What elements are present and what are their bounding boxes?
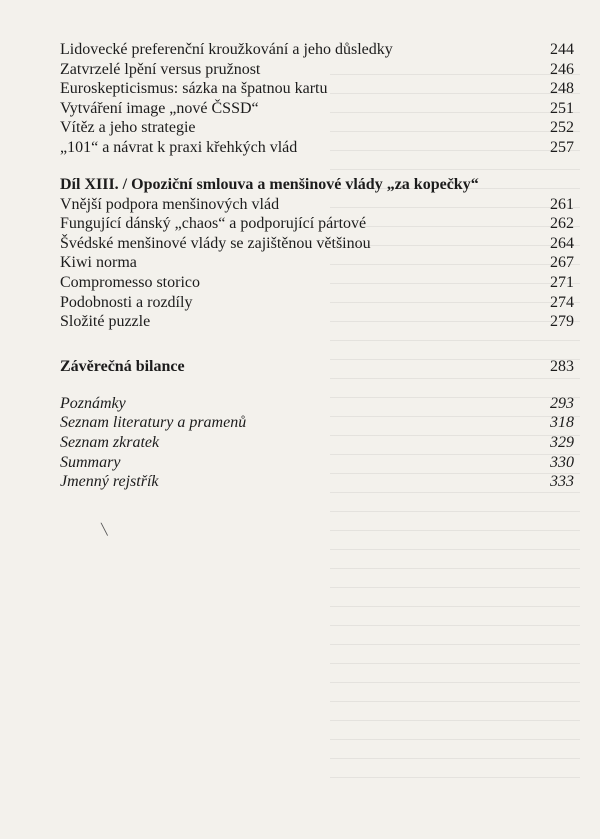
entry-page: 246 [550,60,574,78]
entry-page: 274 [550,293,574,311]
toc-entry [60,214,574,234]
entry-page: 257 [550,138,574,156]
entry-page: 261 [550,195,574,213]
entry-page: 271 [550,273,574,291]
toc-entry [60,99,574,119]
entry-title: Summary [60,453,121,471]
toc-entry [60,40,574,60]
toc-entry [60,138,574,158]
entry-title: Kiwi norma [60,254,137,272]
entry-title: Vytváření image „nové ČSSD“ [60,99,259,117]
spacer [60,332,574,349]
entry-title: Složité puzzle [60,313,151,331]
entry-title: Závěrečná bilance [60,357,185,375]
entry-page: 252 [550,119,574,137]
entry-title: Vnější podpora menšinových vlád [60,195,280,213]
toc-entry-bilance [60,349,574,377]
entry-page: 267 [550,254,574,272]
part-heading: Díl XIII. / Opoziční smlouva a menšinové vlády „za kopečky“ [60,175,479,193]
entry-title: Seznam literatury a pramenů [60,414,247,432]
entry-page: 248 [550,80,574,98]
stray-mark: ╲ [101,524,108,536]
entry-page: 318 [550,414,574,432]
entry-title: Podobnosti a rozdíly [60,293,193,311]
toc-entry [60,118,574,138]
entry-title: Euroskepticismus: sázka na špatnou kartu [60,80,328,98]
entry-page: 333 [550,473,574,491]
toc-entry [60,394,574,414]
toc-entry [60,253,574,273]
entry-page: 329 [550,433,574,451]
entry-page: 264 [550,234,574,252]
table-of-contents [60,40,574,492]
entry-title: Vítěz a jeho strategie [60,119,196,137]
entry-title: Compromesso storico [60,273,200,291]
toc-entry [60,79,574,99]
toc-entry [60,312,574,332]
entry-title: Fungující dánský „chaos“ a podporující pártové [60,215,367,233]
entry-page: 283 [550,357,574,375]
entry-title: Seznam zkratek [60,433,160,451]
entry-title: Švédské menšinové vlády se zajištěnou většinou [60,234,371,252]
entry-title: Zatvrzelé lpění versus pružnost [60,60,261,78]
entry-title: Poznámky [60,394,126,412]
toc-entry [60,413,574,433]
toc-entry [60,433,574,453]
spacer [60,158,574,175]
entry-title: „101“ a návrat k praxi křehkých vlád [60,138,298,156]
toc-entry [60,293,574,313]
entry-page: 330 [550,453,574,471]
toc-entry [60,234,574,254]
entry-page: 251 [550,99,574,117]
toc-entry [60,195,574,215]
entry-title: Jmenný rejstřík [60,473,159,491]
spacer [60,377,574,394]
entry-title: Lidovecké preferenční kroužkování a jeho důsledky [60,41,393,58]
toc-entry [60,472,574,492]
entry-page: 262 [550,215,574,233]
entry-page: 279 [550,313,574,331]
toc-entry [60,60,574,80]
toc-entry [60,453,574,473]
toc-entry [60,273,574,293]
entry-page: 244 [550,41,574,58]
entry-page: 293 [550,394,574,412]
